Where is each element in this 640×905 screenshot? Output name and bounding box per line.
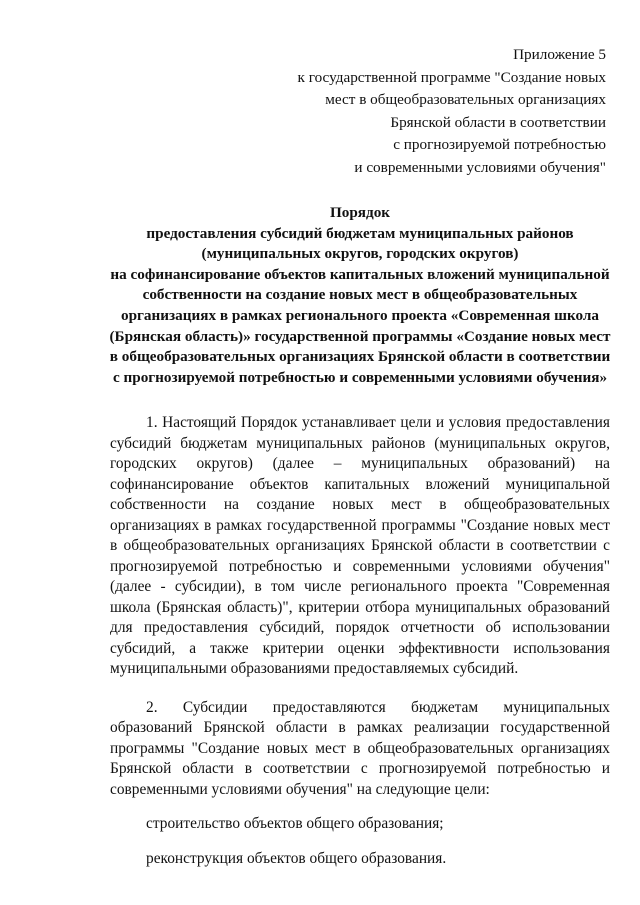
paragraph-1: 1. Настоящий Порядок устанавливает цели и условия предоставления субсидий бюджетам муниципальных районов (муниципальных округов, городских округов) (далее – муниципальных образований) на софинансирование объектов капитальных вложений муниципальной собственности на создание новых мест в общеобразовательных организациях в рамках государственной программы "Создание новых мест в общеобразовательных организациях Брянской области в соответствии с прогнозируемой потребностью и современными условиями обучения" (далее - субсидии), в том числе регионального проекта "Современная школа (Брянская область)", критерии отбора муниципальных образований для предоставления субсидий, порядок отчетности об использовании субсидий, а также критерии оценки эффективности использования муниципальными образованиями предоставляемых субсидий. bbox=[110, 414, 610, 677]
appendix-line: и современными условиями обучения" bbox=[354, 158, 606, 176]
title-line: (Брянская область)» государственной программы «Создание новых мест bbox=[109, 327, 611, 345]
appendix-line: к государственной программе "Создание новых bbox=[297, 68, 606, 86]
title-line: в общеобразовательных организациях Брянской области в соответствии bbox=[109, 348, 611, 366]
title-line: собственности на создание новых мест в общеобразовательных bbox=[142, 286, 578, 304]
paragraph-2: 2. Субсидии предоставляются бюджетам муниципальных образований Брянской области в рамках реализации государственной программы "Создание новых мест в общеобразовательных организациях Брянской области в соответствии с прогнозируемой потребностью и современными условиями обучения" на следующие цели: bbox=[110, 698, 610, 798]
title-line: предоставления субсидий бюджетам муниципальных районов bbox=[146, 224, 574, 242]
title-line: с прогнозируемой потребностью и современными условиями обучения» bbox=[112, 368, 608, 386]
title-line: (муниципальных округов, городских округов) bbox=[201, 245, 519, 263]
appendix-line: Брянской области в соответствии bbox=[390, 113, 606, 131]
goal-item-reconstruction: реконструкция объектов общего образования. bbox=[146, 849, 447, 867]
goal-item-construction: строительство объектов общего образования; bbox=[146, 815, 444, 832]
appendix-line: мест в общеобразовательных организациях bbox=[325, 91, 606, 108]
title-line: Порядок bbox=[329, 204, 391, 221]
title-line: организациях в рамках регионального проекта «Современная школа bbox=[121, 306, 599, 324]
appendix-line: Приложение 5 bbox=[513, 46, 606, 63]
appendix-line: с прогнозируемой потребностью bbox=[393, 136, 606, 153]
document-body bbox=[110, 413, 610, 869]
appendix-header bbox=[246, 44, 606, 179]
title-line: на софинансирование объектов капитальных вложений муниципальной bbox=[110, 265, 610, 283]
document-title bbox=[90, 203, 630, 388]
